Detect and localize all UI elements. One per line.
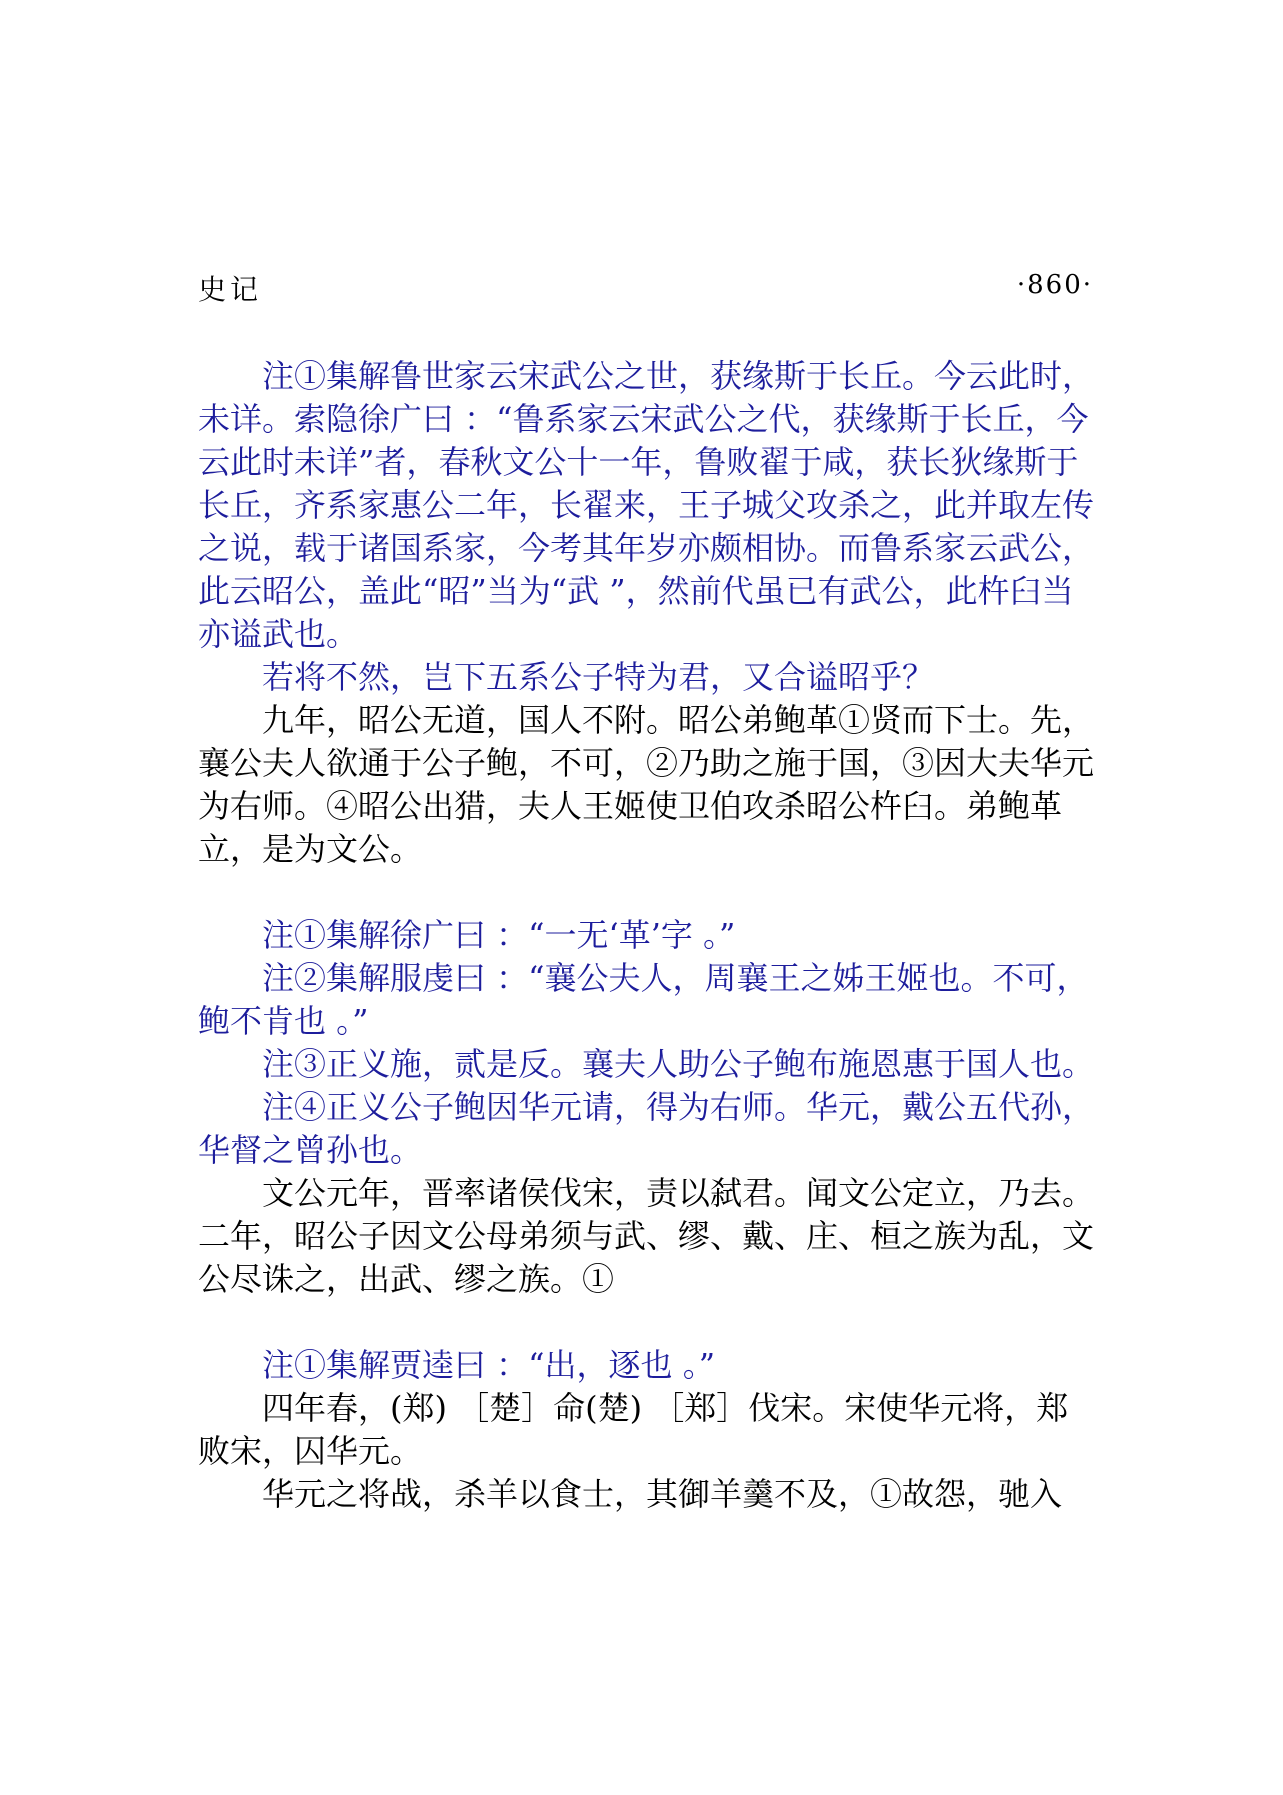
annotation-paragraph: 若将不然，岂下五系公子特为君，又合谥昭乎？ [262, 658, 935, 696]
annotation-paragraph: 注①集解徐广曰 ：“一无‘革’字 。” [262, 916, 736, 954]
annotation-paragraph: 注④正义公子鲍因华元请，得为右师。华元，戴公五代孙，华督之曾孙也。 [198, 1088, 1095, 1169]
annotation-paragraph: 注③正义施，贰是反。襄夫人助公子鲍布施恩惠于国人也。 [262, 1045, 1095, 1083]
paragraph-spacer [198, 871, 1098, 914]
page-body [198, 355, 1098, 1516]
page-number: ·860· [1016, 270, 1093, 300]
main-text-paragraph: 文公元年，晋率诸侯伐宋，责以弑君。闻文公定立，乃去。二年，昭公子因文公母弟须与武、缪、戴、庄、桓之族为乱，文公尽诛之，出武、缪之族。① [198, 1174, 1095, 1298]
page-header [198, 268, 1093, 308]
annotation-paragraph: 注②集解服虔曰 ：“襄公夫人，周襄王之姊王姬也。不可，鲍不肯也 。” [198, 959, 1089, 1040]
main-text-paragraph: 九年，昭公无道，国人不附。昭公弟鲍革①贤而下士。先，襄公夫人欲通于公子鲍，不可，②乃助之施于国，③因大夫华元为右师。④昭公出猎，夫人王姬使卫伯攻杀昭公杵臼。弟鲍革立，是为文公。 [198, 701, 1095, 868]
annotation-paragraph: 注①集解贾逵曰 ：“出，逐也 。” [262, 1346, 716, 1384]
annotation-paragraph: 注①集解鲁世家云宋武公之世，获缘斯于长丘。今云此时，未详。索隐徐广曰 ：“鲁系家云宋武公之代，获缘斯于长丘，今云此时未详”者，春秋文公十一年，鲁败翟于咸，获长狄缘斯于长丘，齐系家惠公二年，长翟来，王子城父攻杀之，此并取左传之说，载于诸国系家，今考其年岁亦颇相协。而鲁系家云武公，此云昭公，盖此“昭”当为“武 ”，然前代虽已有武公，此杵臼当亦谥武也。 [198, 357, 1095, 653]
main-text-paragraph: 华元之将战，杀羊以食士，其御羊羹不及，①故怨，驰入 [262, 1475, 1063, 1513]
main-text-paragraph: 四年春，(郑) ［楚］命(楚) ［郑］伐宋。宋使华元将，郑败宋，囚华元。 [198, 1389, 1069, 1470]
book-title: 史记 [198, 273, 263, 306]
paragraph-spacer [198, 1301, 1098, 1344]
